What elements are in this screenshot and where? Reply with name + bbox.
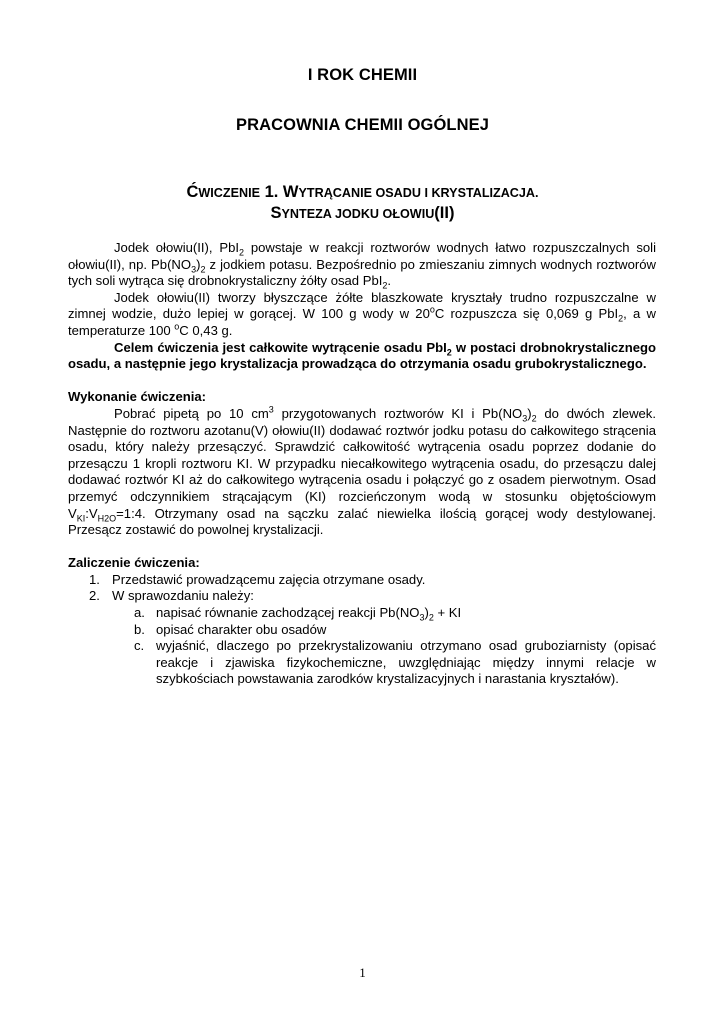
sub-list-item: c. wyjaśnić, dlaczego po przekrystalizowaniu otrzymano osad gruboziarnisty (opisać reakcje i zjawiska fizykochemiczne, uwzględniając między innymi relacje w szybkościach powstawania zarodków krystalizacyjnych i narastania kryształów). (134, 638, 656, 687)
course-title: I ROK CHEMII (307, 66, 418, 84)
lab-title: PRACOWNIA CHEMII OGÓLNEJ (236, 116, 489, 134)
procedure-paragraph: Pobrać pipetą po 10 $cm^3$ przygotowanych roztworów KI i $Pb(NO_3)_2$ do dwóch zlewek. Następnie do roztworu azotanu(V) ołowiu(II) dodawać roztwór jodku potasu do całkowitego strącenia osadu, który należy przesączyć. Sprawdzić całkowitość wytrącenia osadu poprzez dodanie do przesączu 1 kropli roztworu KI. W przypadku niecałkowitego wytrącenia osadu, do przesączu dalej dodawać roztwór KI aż do całkowitego wytrącenia osadu i połączyć go z osadem pierwotnym. Osad przemyć odczynnikiem strącającym (KI) rozcieńczonym wodą w stosunku objętościowym $V_{KI}:V_{H2O}=1:4$. Otrzymany osad na sączku zalać niewielka ilością gorącej wody destylowanej. Przesącz zostawić do powolnej krystalizacji. (68, 404, 656, 538)
page-number: 1 (359, 965, 366, 980)
exercise-title-line1: ĆWICZENIE 1. WYTRĄCANIE OSADU I KRYSTALIZACJA. (186, 183, 539, 201)
completion-heading: Zaliczenie ćwiczenia: (68, 555, 200, 571)
list-item: 2. W sprawozdaniu należy: (89, 588, 254, 604)
document-body (68, 240, 656, 688)
sub-list-item: a. napisać równanie zachodzącej reakcji $Pb(NO_3)_2$ + KI (134, 605, 462, 623)
completion-list (68, 572, 656, 688)
goal-paragraph: Celem ćwiczenia jest całkowite wytrącenie osadu PbI$_2$ w postaci drobnokrystalicznego osadu, a następnie jego krystalizacja prowadząca do otrzymania osadu grubokrystalicznego. (68, 339, 657, 372)
procedure-heading: Wykonanie ćwiczenia: (68, 389, 207, 405)
exercise-title-line2: SYNTEZA JODKU OŁOWIU(II) (270, 204, 455, 222)
intro-paragraph-1: Jodek ołowiu(II), PbI$_2$ powstaje w reakcji roztworów wodnych łatwo rozpuszczalnych soli ołowiu(II), np. $Pb(NO_3)_2$ z jodkiem potasu. Bezpośrednio po zmieszaniu zimnych wodnych roztworów tych soli wytrąca się drobnokrystaliczny żółty osad PbI$_2$. (68, 240, 657, 291)
sub-list-item: b. opisać charakter obu osadów (134, 621, 327, 637)
intro-paragraph-2: Jodek ołowiu(II) tworzy błyszczące żółte blaszkowate kryształy trudno rozpuszczalne w zimnej wodzie, dużo lepiej w gorącej. W 100 g wody w 20$^o$C rozpuszcza się 0,069 g PbI$_2$, a w temperaturze 100 $^o$C 0,43 g. (68, 289, 657, 338)
list-item: 1. Przedstawić prowadzącemu zajęcia otrzymane osady. (89, 571, 426, 587)
